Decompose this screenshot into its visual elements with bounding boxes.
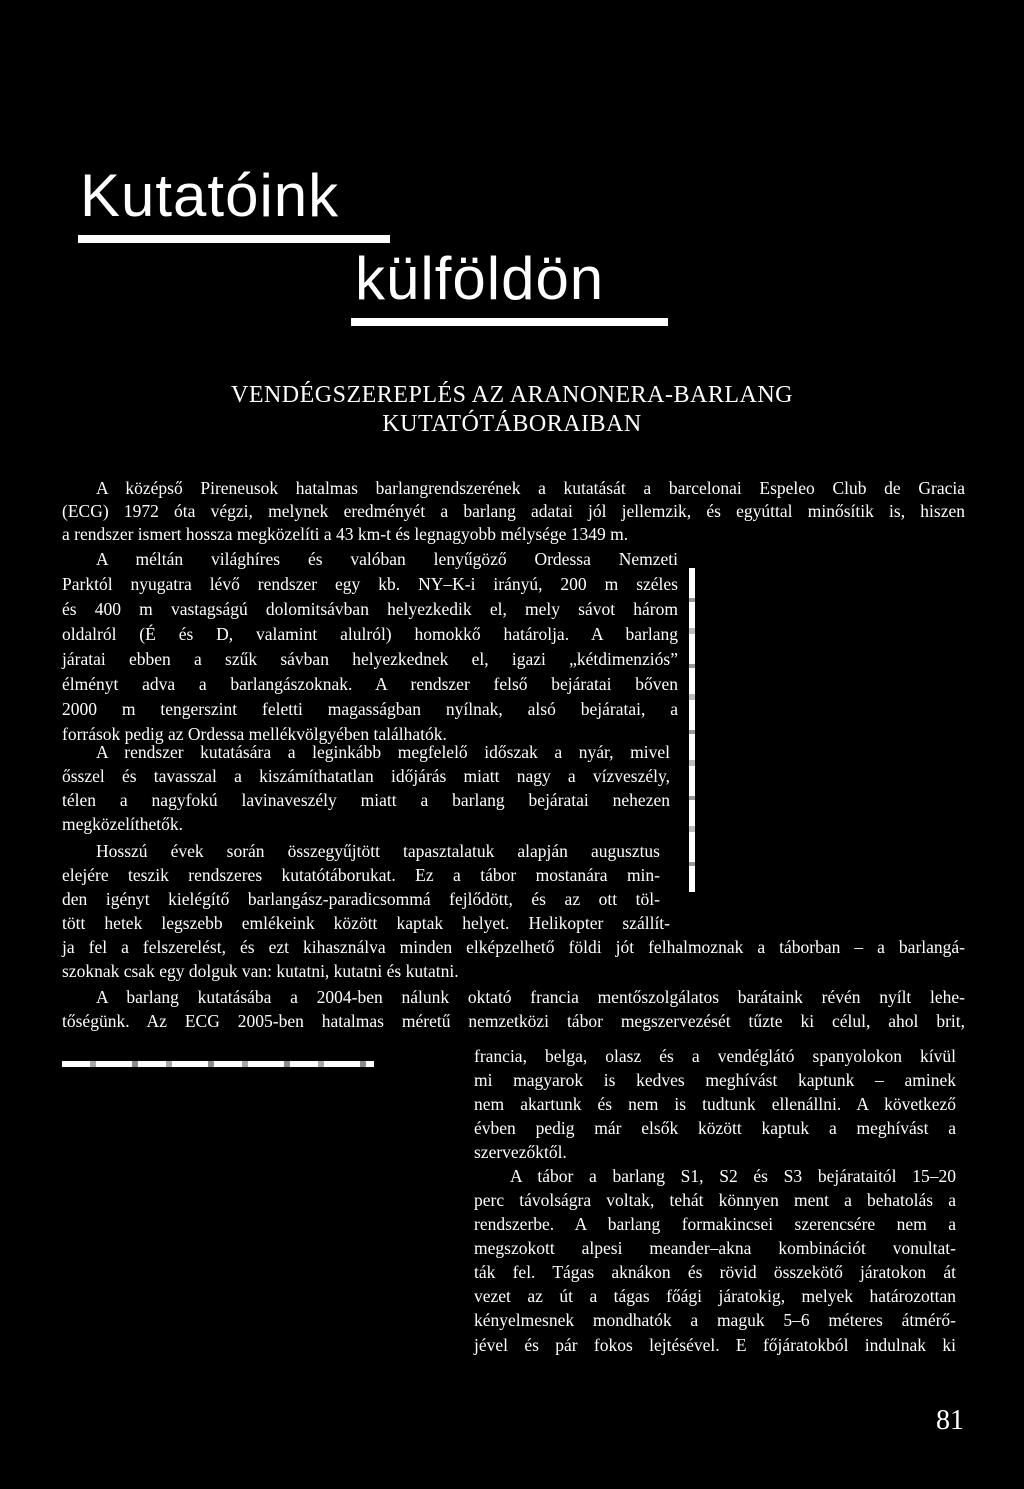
- image-edge-horizontal: [62, 1061, 374, 1067]
- body-line: ja fel a felszerelést, és ezt kihasználva minden elképzelhető földi jót felhalmoznak a táborban – a barlangá-: [62, 937, 965, 957]
- body-line: den igényt kielégítő barlangász-paradicsommá fejlődött, és az ott töl-: [62, 889, 660, 909]
- body-line: járatai ebben a szűk sávban helyezkednek el, igazi „kétdimenziós”: [62, 649, 678, 669]
- page-title-line-2: külföldön: [355, 245, 605, 312]
- body-line: (ECG) 1972 óta végzi, melynek eredményét a barlang adatai jól jellemzik, és egyúttal minősítik is, hiszen: [62, 501, 965, 521]
- body-line: szoknak csak egy dolguk van: kutatni, kutatni és kutatni.: [62, 961, 459, 981]
- body-line: nem akartunk és nem is tudtunk ellenállni. A következő: [474, 1094, 956, 1114]
- body-line: tőségünk. Az ECG 2005-ben hatalmas méretű nemzetközi tábor megszervezését tűzte ki célul, ahol brit,: [62, 1011, 965, 1031]
- body-line: perc távolságra voltak, tehát könnyen ment a behatolás a: [474, 1190, 956, 1210]
- body-line: A tábor a barlang S1, S2 és S3 bejárataitól 15–20: [510, 1166, 956, 1186]
- body-line: 2000 m tengerszint feletti magasságban nyílnak, alsó bejáratai, a: [62, 699, 678, 719]
- body-line: megszokott alpesi meander–akna kombinációt vonultat-: [474, 1238, 956, 1258]
- body-line: évben pedig már elsők között kaptuk a meghívást a: [474, 1118, 956, 1138]
- body-line: ősszel és tavasszal a kiszámíthatatlan időjárás miatt nagy a vízveszély,: [62, 766, 670, 786]
- page-title-line-1: Kutatóink: [80, 162, 340, 229]
- body-line: A középső Pireneusok hatalmas barlangrendszerének a kutatását a barcelonai Espeleo Club de Gracia: [96, 478, 965, 498]
- body-line: A rendszer kutatására a leginkább megfelelő időszak a nyár, mivel: [96, 742, 670, 762]
- body-line: télen a nagyfokú lavinaveszély miatt a barlang bejáratai nehezen: [62, 790, 670, 810]
- body-line: Hosszú évek során összegyűjtött tapasztalatuk alapján augusztus: [96, 841, 660, 861]
- body-line: elejére teszik rendszeres kutatótáborukat. Ez a tábor mostanára min-: [62, 865, 660, 885]
- body-line: A méltán világhíres és valóban lenyűgöző Ordessa Nemzeti: [96, 549, 678, 569]
- body-line: rendszerbe. A barlang formakincsei szerencsére nem a: [474, 1214, 956, 1234]
- title-underline-2: [351, 318, 668, 326]
- body-line: vezet az út a tágas főági járatokig, melyek határozottan: [474, 1286, 956, 1306]
- body-line: kényelmesnek mondhatók a maguk 5–6 méteres átmérő-: [474, 1310, 956, 1330]
- article-heading-line-2: KUTATÓTÁBORAIBAN: [382, 411, 642, 437]
- body-line: A barlang kutatásába a 2004-ben nálunk oktató francia mentőszolgálatos barátaink révén nyílt lehe-: [96, 987, 965, 1007]
- body-line: tött hetek legszebb emlékeink között kaptak helyet. Helikopter szállít-: [62, 913, 670, 933]
- body-line: szervezőktől.: [474, 1142, 567, 1162]
- body-line: és 400 m vastagságú dolomitsávban helyezkedik el, mely sávot három: [62, 599, 678, 619]
- page-number: 81: [936, 1405, 964, 1436]
- body-line: jével és pár fokos lejtésével. E főjáratokból indulnak ki: [474, 1335, 956, 1355]
- body-line: oldalról (É és D, valamint alulról) homokkő határolja. A barlang: [62, 624, 678, 644]
- title-underline-1: [78, 235, 390, 243]
- body-line: élményt adva a barlangászoknak. A rendszer felső bejáratai bőven: [62, 674, 678, 694]
- body-line: mi magyarok is kedves meghívást kaptunk – aminek: [474, 1070, 956, 1090]
- body-line: ták fel. Tágas aknákon és rövid összekötő járatokon át: [474, 1262, 956, 1282]
- body-line: források pedig az Ordessa mellékvölgyében találhatók.: [62, 724, 447, 744]
- image-edge-vertical: [689, 568, 695, 892]
- body-line: megközelíthetők.: [62, 814, 184, 834]
- body-line: Parktól nyugatra lévő rendszer egy kb. NY–K-i irányú, 200 m széles: [62, 574, 678, 594]
- body-line: a rendszer ismert hossza megközelíti a 43 km-t és legnagyobb mélysége 1349 m.: [62, 524, 629, 544]
- body-line: francia, belga, olasz és a vendéglátó spanyolokon kívül: [474, 1046, 956, 1066]
- article-heading-line-1: VENDÉGSZEREPLÉS AZ ARANONERA-BARLANG: [230, 382, 793, 408]
